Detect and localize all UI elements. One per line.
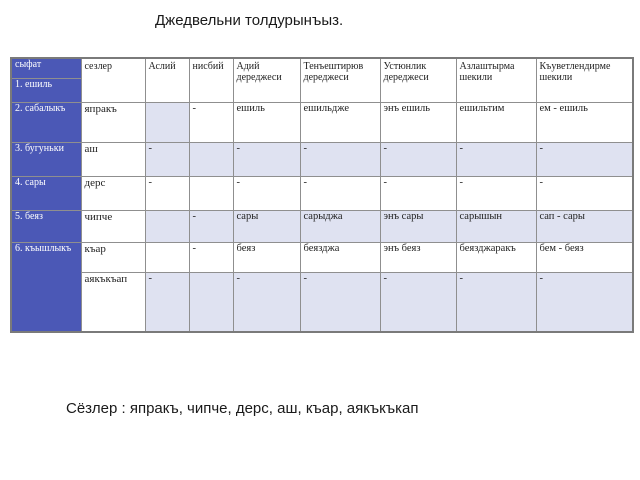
table-cell (189, 272, 233, 332)
table-cell: сарыджа (300, 210, 380, 242)
header-relative: нисбий (189, 58, 233, 102)
header-positive-degree: Адий дереджеси (233, 58, 300, 102)
table-cell: - (233, 142, 300, 176)
row-label: 6. къышлыкъ (11, 242, 81, 332)
row-word: дерс (81, 176, 145, 210)
table-cell (145, 210, 189, 242)
table-cell: беязджа (300, 242, 380, 272)
table-cell: - (189, 102, 233, 142)
row-label: 4. сары (11, 176, 81, 210)
table-cell: ешильтим (456, 102, 536, 142)
adjective-table (10, 57, 634, 333)
table-cell: - (189, 242, 233, 272)
header-superlative-degree: Устюнлик дереджеси (380, 58, 456, 102)
table-cell: - (380, 176, 456, 210)
table-cell: - (189, 210, 233, 242)
table-cell: сарышын (456, 210, 536, 242)
table-cell: ешильдже (300, 102, 380, 142)
table-cell: - (380, 142, 456, 176)
table-cell: сары (233, 210, 300, 242)
header-words: сезлер (81, 58, 145, 102)
table-cell: - (300, 142, 380, 176)
table-cell: - (233, 272, 300, 332)
corner-label: сыфат (15, 59, 42, 70)
table-cell: - (456, 176, 536, 210)
table-cell: энъ беяз (380, 242, 456, 272)
row-word: аякъкъап (81, 272, 145, 332)
table-cell: бем - беяз (536, 242, 633, 272)
table-cell: ем - ешиль (536, 102, 633, 142)
row-label: 2. сабалыкъ (11, 102, 81, 142)
row-word: къар (81, 242, 145, 272)
header-comparative-degree: Тенъештирюв дереджеси (300, 58, 380, 102)
table-cell: - (233, 176, 300, 210)
table-cell: сап - сары (536, 210, 633, 242)
table-cell: беязджаракъ (456, 242, 536, 272)
table-cell: беяз (233, 242, 300, 272)
table-cell (189, 142, 233, 176)
table-cell: энъ ешиль (380, 102, 456, 142)
table-cell: - (456, 272, 536, 332)
table-cell: ешиль (233, 102, 300, 142)
corner-header (11, 58, 81, 78)
table-cell (145, 242, 189, 272)
row-word: чипче (81, 210, 145, 242)
table-cell: - (536, 272, 633, 332)
table-cell: - (456, 142, 536, 176)
table-cell: - (300, 272, 380, 332)
table-cell: энъ сары (380, 210, 456, 242)
table-cell: - (536, 142, 633, 176)
row-label: 1. ешиль (11, 78, 81, 102)
table-cell: - (380, 272, 456, 332)
header-diminutive-form: Азлаштырма шекили (456, 58, 536, 102)
table-cell (189, 176, 233, 210)
table-cell: - (300, 176, 380, 210)
row-label: 3. бугуньки (11, 142, 81, 176)
word-list: Сёзлер : япракъ, чипче, дерс, аш, къар, аякъкъкап (66, 400, 419, 417)
table-cell: - (536, 176, 633, 210)
row-label: 5. беяз (11, 210, 81, 242)
task-title: Джедвельни толдурынъыз. (155, 12, 344, 29)
table-cell: - (145, 142, 189, 176)
table-cell: - (145, 272, 189, 332)
row-word: япракъ (81, 102, 145, 142)
row-word: аш (81, 142, 145, 176)
header-primary: Аслий (145, 58, 189, 102)
table-cell: - (145, 176, 189, 210)
header-intensive-form: Къуветлендирме шекили (536, 58, 633, 102)
table-cell (145, 102, 189, 142)
